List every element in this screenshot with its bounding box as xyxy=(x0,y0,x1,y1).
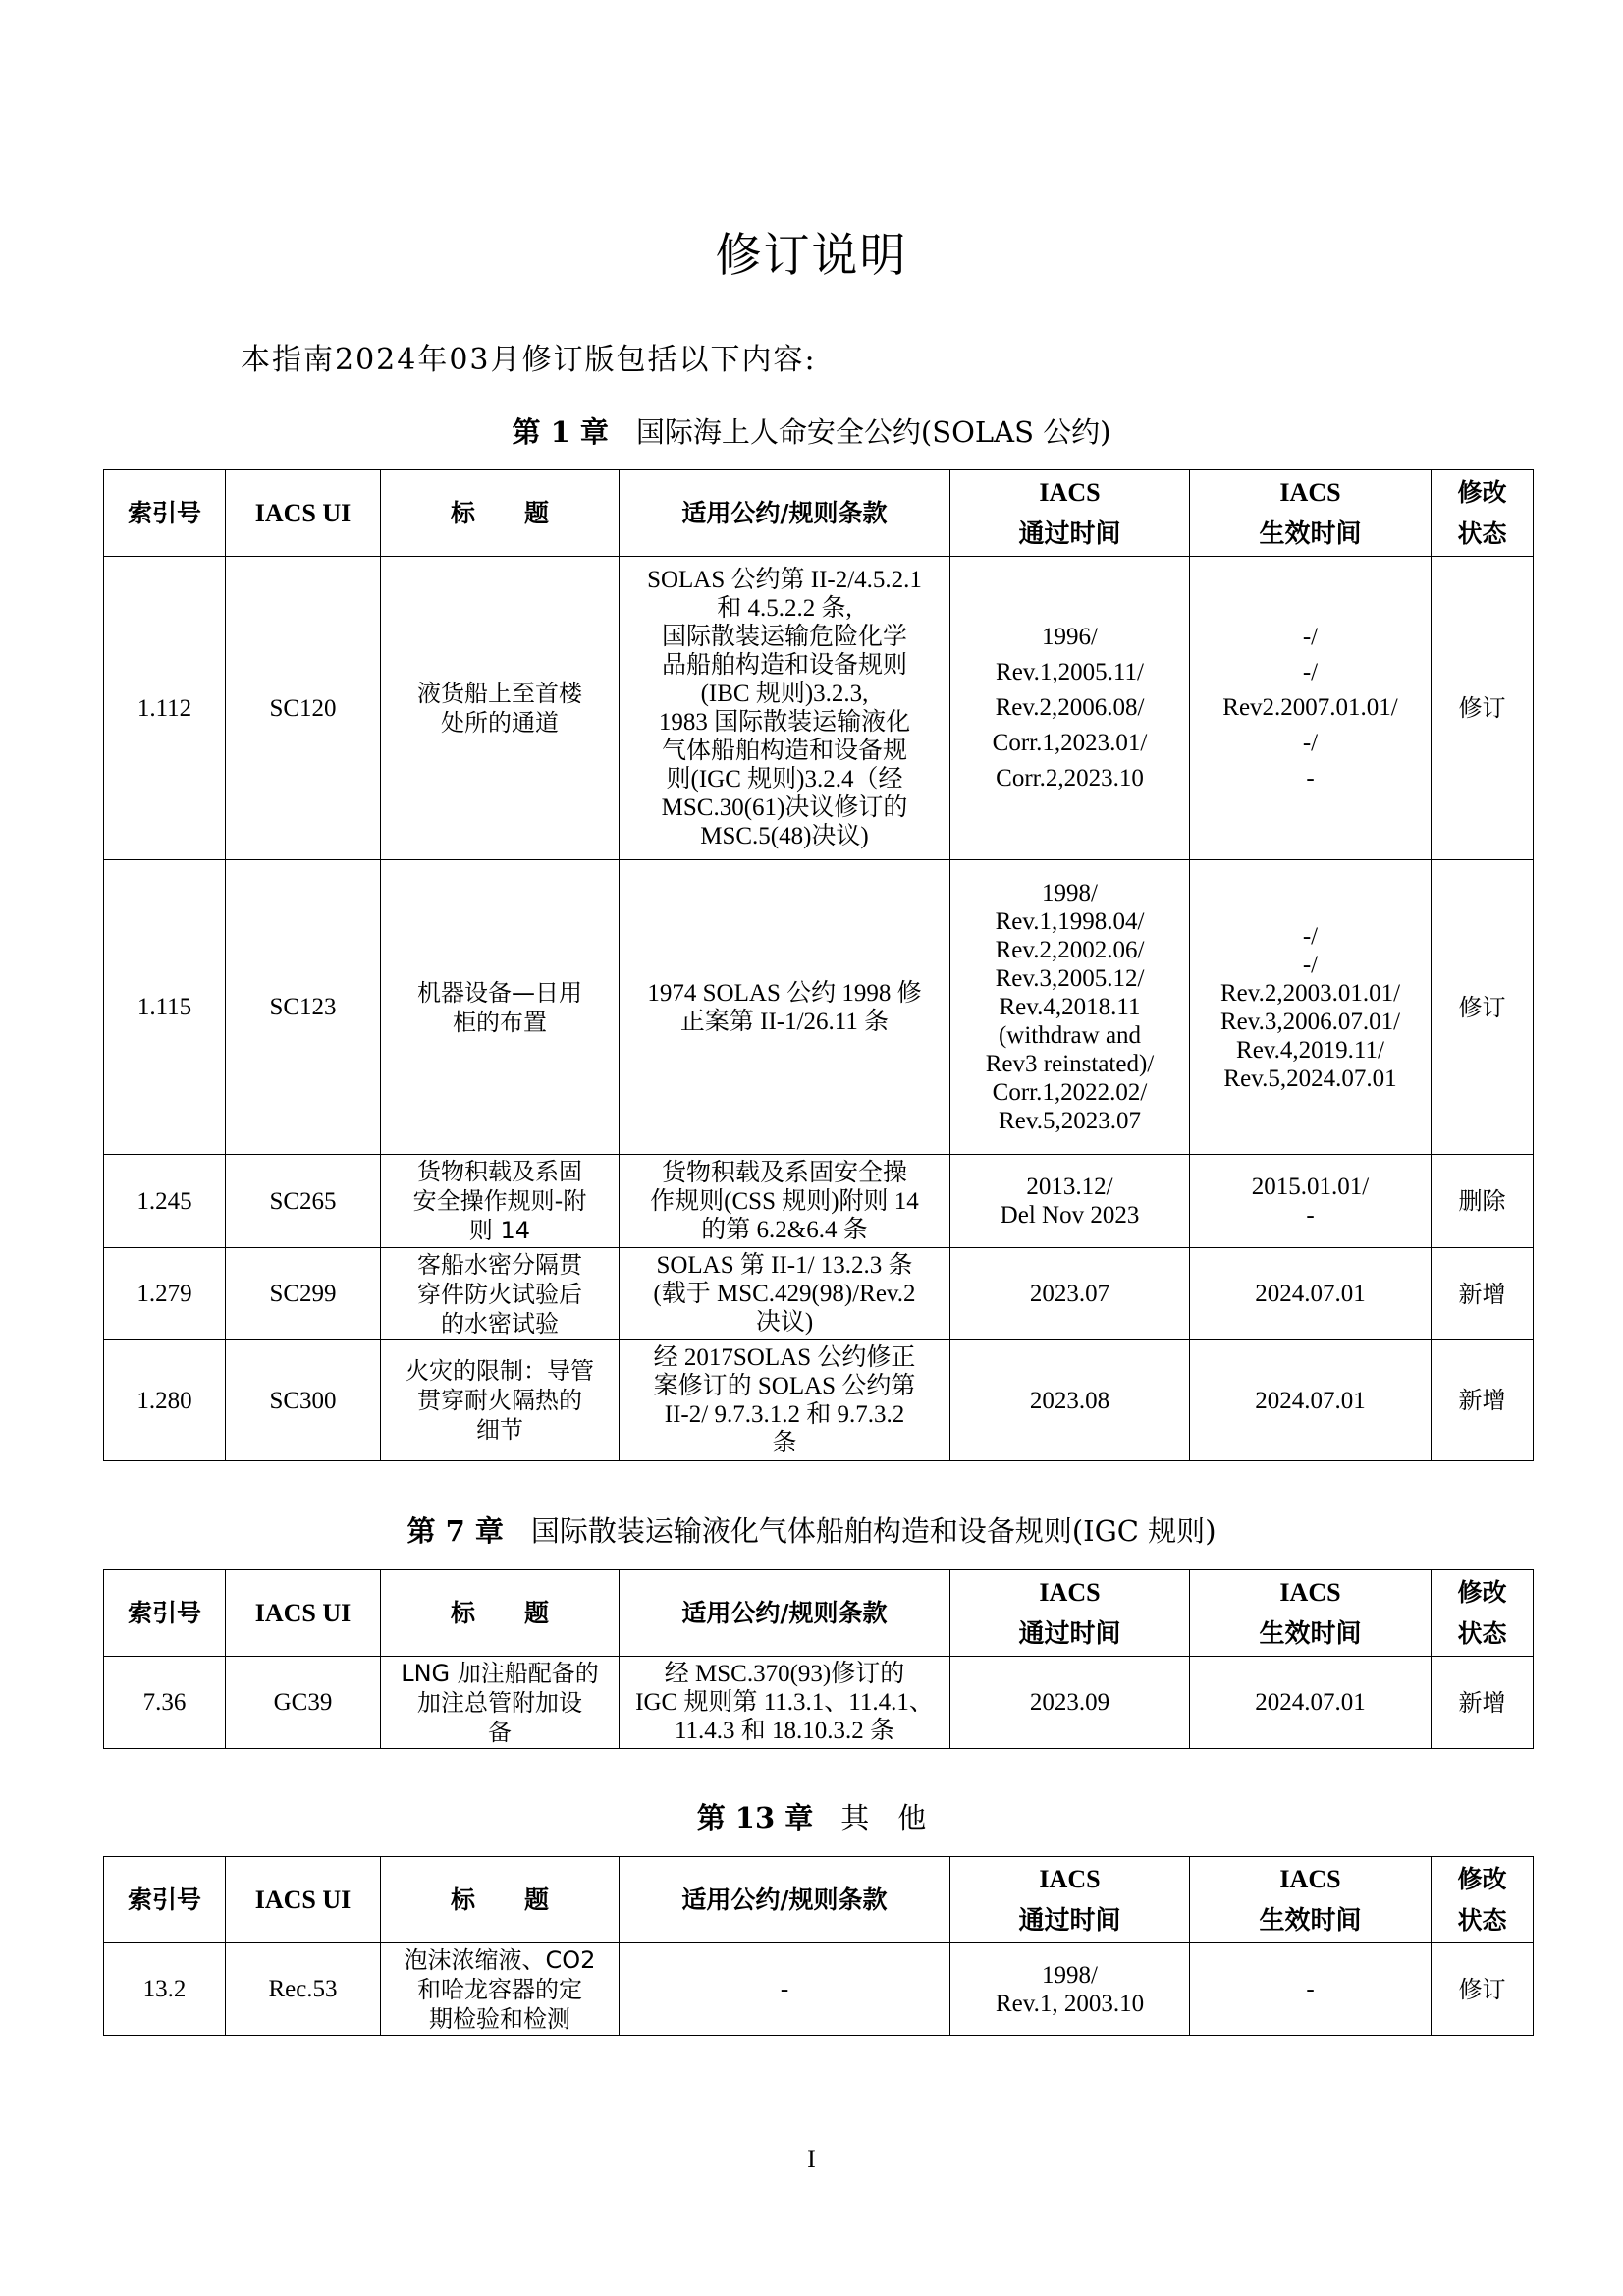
header-line: 通过时间 xyxy=(1018,519,1121,549)
chapter-heading xyxy=(0,410,1623,451)
cell-iacs-ui: SC299 xyxy=(226,1248,381,1340)
cell-iacs-ui: SC265 xyxy=(226,1155,381,1248)
table-row xyxy=(104,557,1534,860)
cell-line: Rev.5,2024.07.01 xyxy=(1223,1065,1397,1092)
cell-line: 1998/ xyxy=(1042,880,1098,906)
cell-line: SOLAS 公约第 II-2/4.5.2.1 xyxy=(647,567,922,593)
cell-line: 国际散装运输危险化学 xyxy=(661,624,907,650)
cell-rules xyxy=(620,1657,950,1749)
header-index: 索引号 xyxy=(104,470,226,557)
cell-line: 1983 国际散装运输液化 xyxy=(658,709,911,736)
table-row xyxy=(104,860,1534,1155)
chapter-name: 其 他 xyxy=(840,1801,927,1834)
header-rules: 适用公约/规则条款 xyxy=(620,1857,950,1943)
cell-index: 13.2 xyxy=(104,1943,226,2036)
cell-line: 液货船上至首楼 xyxy=(417,680,582,707)
cell-line: SOLAS 第 II-1/ 13.2.3 条 xyxy=(656,1252,913,1279)
cell-line: 期检验和检测 xyxy=(429,2004,570,2033)
cell-line: 泡沫浓缩液、CO2 xyxy=(404,1945,596,1974)
cell-rules xyxy=(620,860,950,1155)
cell-iacs-ui: SC120 xyxy=(226,557,381,860)
cell-adopted xyxy=(950,860,1190,1155)
header-iacs-ui: IACS UI xyxy=(226,1570,381,1657)
cell-line: (IBC 规则)3.2.3, xyxy=(700,681,869,707)
cell-line: 条 xyxy=(772,1430,797,1456)
header-adopted xyxy=(950,1857,1190,1943)
cell-line: Rev.1, 2003.10 xyxy=(995,1990,1145,2017)
header-effective xyxy=(1190,1857,1432,1943)
chapter-number: 第 7 章 xyxy=(406,1514,504,1548)
header-index: 索引号 xyxy=(104,1570,226,1657)
cell-status: 新增 xyxy=(1432,1657,1534,1749)
chapter-name: 国际散装运输液化气体船舶构造和设备规则(IGC 规则) xyxy=(530,1514,1217,1548)
page-title: 修订说明 xyxy=(715,229,908,283)
cell-line: - xyxy=(1306,765,1315,792)
cell-rules xyxy=(620,1155,950,1248)
cell-adopted xyxy=(950,1943,1190,2036)
header-effective xyxy=(1190,1570,1432,1657)
cell-title xyxy=(381,1657,620,1749)
cell-index: 1.280 xyxy=(104,1340,226,1461)
chapter-heading xyxy=(0,1509,1623,1550)
cell-title xyxy=(381,557,620,860)
chapter-number: 第 13 章 xyxy=(696,1801,814,1834)
cell-iacs-ui: SC123 xyxy=(226,860,381,1155)
cell-iacs-ui: GC39 xyxy=(226,1657,381,1749)
cell-line: 2023.07 xyxy=(1029,1281,1110,1307)
cell-index: 7.36 xyxy=(104,1657,226,1749)
cell-adopted xyxy=(950,1155,1190,1248)
chapter-heading xyxy=(0,1796,1623,1836)
cell-rules xyxy=(620,1943,950,2036)
cell-line: 柜的布置 xyxy=(453,1008,547,1036)
table-row xyxy=(104,1943,1534,2036)
table-header-row xyxy=(104,1570,1534,1657)
cell-line: II-2/ 9.7.3.1.2 和 9.7.3.2 xyxy=(664,1401,905,1428)
cell-line: 机器设备—日用 xyxy=(417,978,582,1007)
cell-line: - xyxy=(1306,1202,1315,1229)
header-line: IACS xyxy=(1279,477,1341,507)
header-status xyxy=(1432,1570,1534,1657)
cell-line: - xyxy=(1306,1976,1315,2002)
header-rules: 适用公约/规则条款 xyxy=(620,470,950,557)
cell-line: 则 14 xyxy=(468,1217,531,1244)
header-line: 修改 xyxy=(1457,1864,1507,1893)
cell-effective xyxy=(1190,1155,1432,1248)
cell-line: 1998/ xyxy=(1042,1961,1098,1989)
cell-line: Rev.4,2018.11 xyxy=(999,994,1141,1020)
cell-line: 2013.12/ xyxy=(1026,1174,1113,1200)
header-line: IACS xyxy=(1279,1577,1341,1607)
cell-line: Rev.2,2006.08/ xyxy=(995,694,1145,721)
cell-line: 货物积载及系固安全操 xyxy=(661,1159,907,1186)
cell-line: Corr.1,2023.01/ xyxy=(992,730,1148,756)
cell-adopted xyxy=(950,557,1190,860)
cell-line: -/ xyxy=(1302,951,1319,978)
cell-line: (载于 MSC.429(98)/Rev.2 xyxy=(653,1281,916,1307)
cell-line: 经 MSC.370(93)修订的 xyxy=(664,1661,905,1687)
header-line: 状态 xyxy=(1457,1618,1507,1648)
cell-line: 穿件防火试验后 xyxy=(417,1280,582,1308)
cell-line: 备 xyxy=(488,1718,512,1746)
cell-line: Rev.4,2019.11/ xyxy=(1236,1036,1384,1064)
page-number: I xyxy=(807,2145,816,2173)
cell-status: 修订 xyxy=(1432,860,1534,1155)
cell-line: MSC.30(61)决议修订的 xyxy=(661,794,908,821)
table-row xyxy=(104,1155,1534,1248)
header-line: IACS xyxy=(1039,1577,1101,1607)
cell-line: MSC.5(48)决议) xyxy=(700,823,869,849)
cell-line: 决议) xyxy=(755,1309,814,1336)
cell-line: 的水密试验 xyxy=(441,1309,559,1338)
header-line: 通过时间 xyxy=(1018,1618,1121,1649)
header-iacs-ui: IACS UI xyxy=(226,470,381,557)
cell-line: 货物积载及系固 xyxy=(417,1158,582,1185)
cell-line: 和哈龙容器的定 xyxy=(417,1975,582,2003)
header-line: 状态 xyxy=(1457,1905,1507,1935)
table-header-row xyxy=(104,470,1534,557)
cell-line: 11.4.3 和 18.10.3.2 条 xyxy=(674,1718,895,1744)
cell-line: IGC 规则第 11.3.1、11.4.1、 xyxy=(635,1689,934,1716)
header-title: 标 题 xyxy=(381,1570,620,1657)
cell-effective xyxy=(1190,1340,1432,1461)
cell-line: Rev2.2007.01.01/ xyxy=(1222,694,1398,721)
cell-line: 加注总管附加设 xyxy=(417,1688,582,1717)
cell-line: Rev.3,2006.07.01/ xyxy=(1219,1008,1401,1035)
header-line: 通过时间 xyxy=(1018,1905,1121,1936)
cell-title xyxy=(381,1943,620,2036)
cell-index: 1.115 xyxy=(104,860,226,1155)
cell-line: 经 2017SOLAS 公约修正 xyxy=(653,1344,916,1371)
header-iacs-ui: IACS UI xyxy=(226,1857,381,1943)
header-line: 状态 xyxy=(1457,519,1507,548)
cell-line: Rev.1,2005.11/ xyxy=(996,659,1144,685)
cell-index: 1.279 xyxy=(104,1248,226,1340)
cell-status: 新增 xyxy=(1432,1340,1534,1461)
header-title: 标 题 xyxy=(381,1857,620,1943)
cell-status: 修订 xyxy=(1432,1943,1534,2036)
revision-table xyxy=(103,1856,1534,2036)
cell-title xyxy=(381,1155,620,1248)
cell-effective xyxy=(1190,1943,1432,2036)
cell-line: Rev.2,2003.01.01/ xyxy=(1219,979,1401,1007)
header-line: 生效时间 xyxy=(1259,1618,1362,1649)
cell-line: Corr.2,2023.10 xyxy=(996,765,1144,792)
cell-line: - xyxy=(780,1976,789,2002)
cell-iacs-ui: SC300 xyxy=(226,1340,381,1461)
cell-line: Rev.2,2002.06/ xyxy=(995,937,1145,963)
header-line: IACS xyxy=(1039,1864,1101,1893)
cell-line: 正案第 II-1/26.11 条 xyxy=(679,1008,890,1035)
cell-line: 2023.08 xyxy=(1029,1387,1110,1414)
chapter-number: 第 1 章 xyxy=(512,415,609,449)
cell-line: 2024.07.01 xyxy=(1255,1281,1366,1307)
cell-line: -/ xyxy=(1302,730,1319,756)
cell-effective xyxy=(1190,557,1432,860)
cell-status: 新增 xyxy=(1432,1248,1534,1340)
cell-effective xyxy=(1190,860,1432,1155)
header-line: IACS xyxy=(1279,1864,1341,1893)
cell-line: 1996/ xyxy=(1042,624,1098,650)
chapter-name: 国际海上人命安全公约(SOLAS 公约) xyxy=(635,415,1111,449)
cell-line: 火灾的限制：导管 xyxy=(406,1357,594,1385)
header-effective xyxy=(1190,470,1432,557)
cell-status: 删除 xyxy=(1432,1155,1534,1248)
header-line: 修改 xyxy=(1457,477,1507,507)
header-line: 生效时间 xyxy=(1259,1905,1362,1936)
cell-line: 贯穿耐火隔热的 xyxy=(417,1387,582,1414)
table-header-row xyxy=(104,1857,1534,1943)
cell-title xyxy=(381,1340,620,1461)
intro-text: 本指南2024年03月修订版包括以下内容: xyxy=(241,343,817,377)
cell-line: Rev.3,2005.12/ xyxy=(995,965,1145,992)
cell-line: 1974 SOLAS 公约 1998 修 xyxy=(647,979,922,1007)
header-line: IACS xyxy=(1039,477,1101,507)
cell-adopted xyxy=(950,1657,1190,1749)
cell-line: 则(IGC 规则)3.2.4（经 xyxy=(666,766,903,793)
cell-line: 客船水密分隔贯 xyxy=(417,1250,582,1279)
header-adopted xyxy=(950,470,1190,557)
cell-line: -/ xyxy=(1302,624,1319,650)
table-row xyxy=(104,1248,1534,1340)
table-row xyxy=(104,1340,1534,1461)
cell-line: (withdraw and xyxy=(998,1022,1142,1049)
header-line: 生效时间 xyxy=(1259,519,1362,549)
cell-line: 处所的通道 xyxy=(441,709,559,737)
cell-adopted xyxy=(950,1248,1190,1340)
cell-line: 2024.07.01 xyxy=(1255,1387,1366,1414)
cell-line: 2023.09 xyxy=(1029,1689,1110,1716)
cell-adopted xyxy=(950,1340,1190,1461)
cell-rules xyxy=(620,1340,950,1461)
cell-line: Rev.5,2023.07 xyxy=(999,1108,1141,1134)
cell-index: 1.112 xyxy=(104,557,226,860)
cell-rules xyxy=(620,1248,950,1340)
cell-line: 案修订的 SOLAS 公约第 xyxy=(653,1373,916,1399)
cell-line: LNG 加注船配备的 xyxy=(401,1659,599,1687)
cell-line: Rev.1,1998.04/ xyxy=(995,908,1145,935)
cell-line: -/ xyxy=(1302,922,1319,950)
header-rules: 适用公约/规则条款 xyxy=(620,1570,950,1657)
cell-line: Corr.1,2022.02/ xyxy=(992,1079,1148,1106)
cell-line: Del Nov 2023 xyxy=(1000,1202,1140,1229)
cell-line: -/ xyxy=(1302,659,1319,685)
cell-status: 修订 xyxy=(1432,557,1534,860)
cell-title xyxy=(381,1248,620,1340)
cell-line: 细节 xyxy=(476,1416,523,1444)
table-row xyxy=(104,1657,1534,1749)
cell-line: 安全操作规则-附 xyxy=(412,1187,587,1215)
cell-rules xyxy=(620,557,950,860)
header-status xyxy=(1432,470,1534,557)
cell-title xyxy=(381,860,620,1155)
cell-line: 气体船舶构造和设备规 xyxy=(661,738,907,764)
cell-effective xyxy=(1190,1248,1432,1340)
header-adopted xyxy=(950,1570,1190,1657)
revision-table xyxy=(103,469,1534,1461)
cell-line: 的第 6.2&6.4 条 xyxy=(701,1216,868,1243)
cell-iacs-ui: Rec.53 xyxy=(226,1943,381,2036)
cell-line: 作规则(CSS 规则)附则 14 xyxy=(650,1187,919,1215)
cell-line: Rev3 reinstated)/ xyxy=(985,1051,1155,1077)
header-line: 修改 xyxy=(1457,1577,1507,1607)
cell-line: 品船舶构造和设备规则 xyxy=(661,652,907,679)
cell-index: 1.245 xyxy=(104,1155,226,1248)
cell-effective xyxy=(1190,1657,1432,1749)
cell-line: 2024.07.01 xyxy=(1255,1689,1366,1716)
header-index: 索引号 xyxy=(104,1857,226,1943)
cell-line: 2015.01.01/ xyxy=(1251,1174,1370,1200)
header-title: 标 题 xyxy=(381,470,620,557)
revision-table xyxy=(103,1569,1534,1749)
cell-line: 和 4.5.2.2 条, xyxy=(717,595,852,622)
header-status xyxy=(1432,1857,1534,1943)
